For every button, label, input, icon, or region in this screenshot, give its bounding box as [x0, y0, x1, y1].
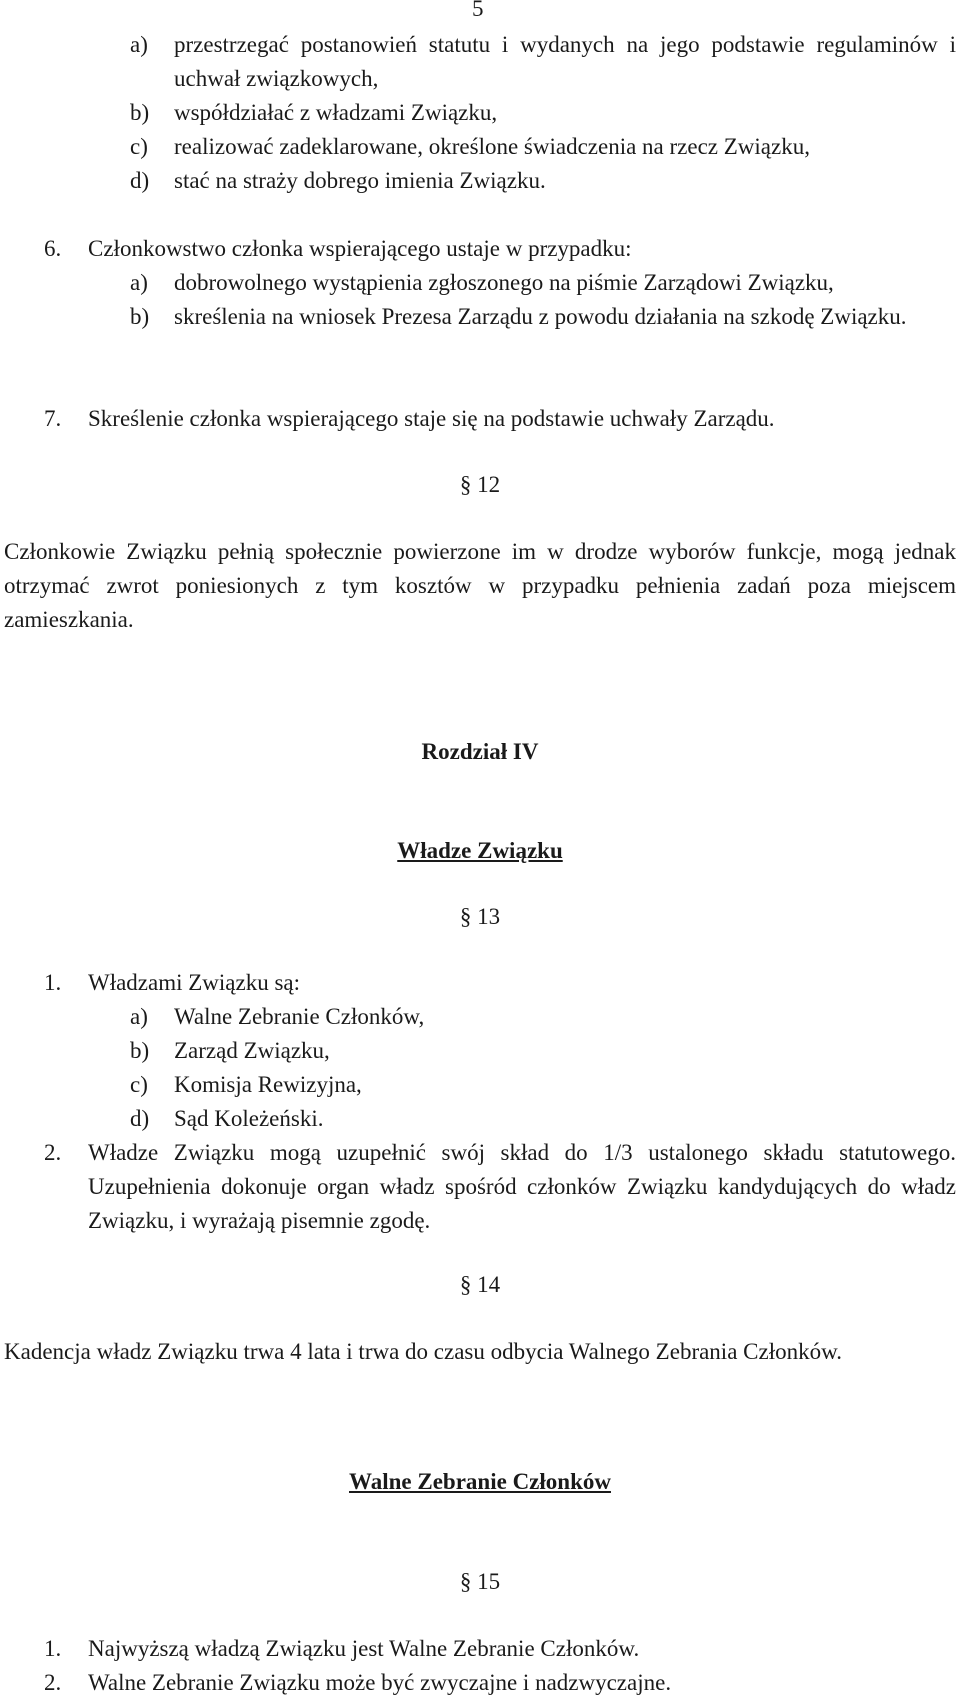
list-item — [130, 164, 956, 198]
point-text: Członkowstwo członka wspierającego ustaje w przypadku: — [88, 236, 632, 261]
list-item — [130, 1000, 956, 1034]
page-number: 5 — [472, 0, 484, 21]
point-text: Najwyższą władzą Związku jest Walne Zebranie Członków. — [88, 1636, 640, 1661]
item-marker: b) — [130, 1038, 150, 1063]
item-text: stać na straży dobrego imienia Związku. — [174, 168, 546, 193]
numbered-point — [44, 966, 956, 1000]
section-13-point-2 — [0, 1136, 960, 1238]
list-item — [130, 1034, 956, 1068]
list-item — [130, 1068, 956, 1102]
item-marker: a) — [130, 32, 148, 57]
section-13-sign: § 13 — [459, 904, 501, 929]
walne-heading-text: Walne Zebranie Członków — [349, 1469, 611, 1494]
item-text: współdziałać z władzami Związku, — [174, 100, 498, 125]
item-marker: c) — [130, 1072, 148, 1097]
list-item — [130, 130, 956, 164]
point-text: Władze Związku mogą uzupełnić swój skład do 1/3 ustalonego składu statutowego. Uzupełnienia dokonuje organ władz spośród członków Związku kandydujących do władz Związku, i wyrażają pisemnie zgodę. — [88, 1140, 956, 1233]
point-text: Skreślenie członka wspierającego staje się na podstawie uchwały Zarządu. — [88, 406, 775, 431]
list-item — [130, 96, 956, 130]
chapter-title: Rozdział IV — [421, 739, 539, 764]
chapter-subtitle-text: Władze Związku — [397, 838, 563, 863]
point-6 — [0, 232, 960, 266]
item-text: dobrowolnego wystąpienia zgłoszonego na piśmie Zarządowi Związku, — [174, 270, 834, 295]
numbered-point — [44, 402, 956, 436]
section-14-sign: § 14 — [459, 1272, 501, 1297]
point-7 — [0, 402, 960, 436]
point-marker: 1. — [44, 970, 62, 995]
point-marker: 2. — [44, 1670, 62, 1695]
item-marker: a) — [130, 1004, 148, 1029]
section-15-sign: § 15 — [459, 1569, 501, 1594]
item-marker: b) — [130, 304, 150, 329]
walne-heading — [0, 1465, 960, 1499]
item-text: realizować zadeklarowane, określone świadczenia na rzecz Związku, — [174, 134, 810, 159]
section-13-point-1 — [0, 966, 960, 1000]
point-text: Walne Zebranie Związku może być zwyczajne i nadzwyczajne. — [88, 1670, 672, 1695]
item-marker: d) — [130, 1106, 150, 1131]
item-text: skreślenia na wniosek Prezesa Zarządu z powodu działania na szkodę Związku. — [174, 304, 907, 329]
item-marker: c) — [130, 134, 148, 159]
authorities-list — [0, 1000, 960, 1136]
item-text: Walne Zebranie Członków, — [174, 1004, 425, 1029]
point-marker: 7. — [44, 406, 62, 431]
list-item — [130, 300, 956, 334]
chapter-subtitle — [0, 834, 960, 868]
item-text: przestrzegać postanowień statutu i wydanych na jego podstawie regulaminów i uchwał związkowych, — [174, 32, 956, 91]
list-item — [130, 28, 956, 96]
item-text: Sąd Koleżeński. — [174, 1106, 324, 1131]
list-item — [130, 266, 956, 300]
section-12-sign: § 12 — [459, 472, 501, 497]
point-marker: 1. — [44, 1636, 62, 1661]
numbered-point — [44, 1136, 956, 1238]
point-6-sublist — [0, 266, 960, 334]
item-marker: b) — [130, 100, 150, 125]
item-text: Zarząd Związku, — [174, 1038, 330, 1063]
item-marker: a) — [130, 270, 148, 295]
numbered-point — [44, 1666, 956, 1700]
section-14-text: Kadencja władz Związku trwa 4 lata i trwa do czasu odbycia Walnego Zebrania Członków. — [4, 1339, 842, 1364]
numbered-point — [44, 1632, 956, 1666]
point-marker: 6. — [44, 236, 62, 261]
section-15-points — [0, 1632, 960, 1700]
duties-list — [0, 28, 960, 198]
item-text: Komisja Rewizyjna, — [174, 1072, 362, 1097]
point-text: Władzami Związku są: — [88, 970, 301, 995]
point-marker: 2. — [44, 1140, 62, 1165]
item-marker: d) — [130, 168, 150, 193]
section-12-text: Członkowie Związku pełnią społecznie powierzone im w drodze wyborów funkcje, mogą jednak otrzymać zwrot poniesionych z tym kosztów w przypadku pełnienia zadań poza miejscem zamieszkania. — [4, 539, 956, 632]
list-item — [130, 1102, 956, 1136]
numbered-point — [44, 232, 956, 266]
